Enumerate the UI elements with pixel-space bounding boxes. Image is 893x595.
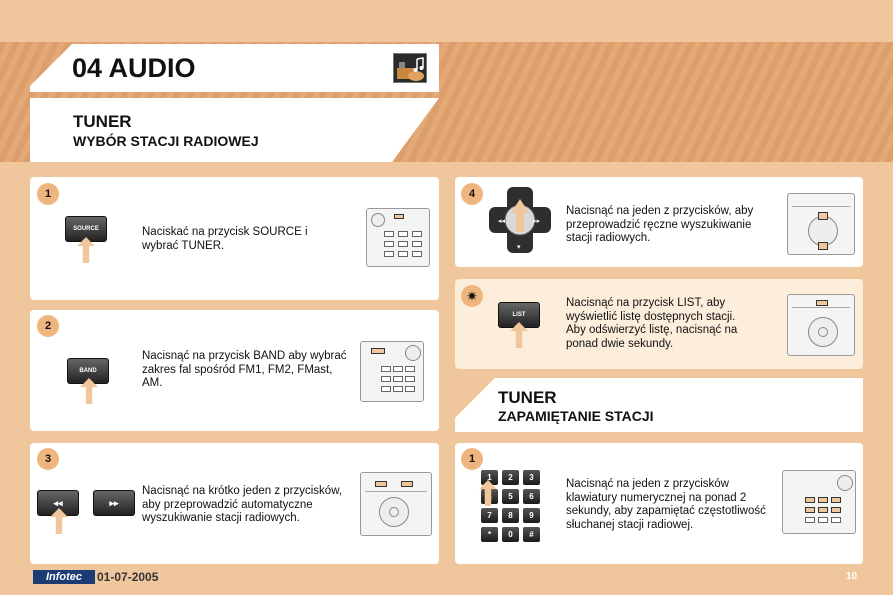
radio-diagram xyxy=(360,341,424,402)
keypad-key[interactable]: 0 xyxy=(502,527,519,542)
step-text: Nacisnąć na jeden z przycisków, aby przeprowadzić ręczne wyszukiwanie stacji radiowych. xyxy=(566,205,754,244)
svg-text:▸▸: ▸▸ xyxy=(533,218,541,225)
keypad-key[interactable]: 9 xyxy=(523,508,540,523)
page-number: 10 xyxy=(846,571,858,582)
keypad-key[interactable]: # xyxy=(523,527,540,542)
step-number: 3 xyxy=(37,448,59,470)
step-text: Naciskać na przycisk SOURCE i wybrać TUNER. xyxy=(142,226,308,252)
section-subtitle: WYBÓR STACJI RADIOWEJ xyxy=(73,133,259,149)
keypad-key[interactable]: 3 xyxy=(523,470,540,485)
step-text: Nacisnąć na krótko jeden z przycisków, aby przeprowadzić automatyczne wyszukiwanie stacji radiowych. xyxy=(142,485,343,524)
music-note-icon xyxy=(393,53,427,83)
seek-down-button[interactable]: ◂◂ xyxy=(37,490,79,516)
radio-diagram xyxy=(366,208,430,267)
step-number: 4 xyxy=(461,183,483,205)
step-number: 1 xyxy=(37,183,59,205)
infotec-logo: Infotec xyxy=(33,570,95,584)
step-text: Nacisnąć na przycisk BAND aby wybrać zakres fal spośród FM1, FM2, FMast, AM. xyxy=(142,350,347,389)
list-button[interactable]: LIST xyxy=(498,302,540,328)
section-title: TUNER xyxy=(498,388,557,407)
keypad-key[interactable]: * xyxy=(481,527,498,542)
keypad-key[interactable]: 6 xyxy=(523,489,540,504)
numeric-keypad[interactable] xyxy=(481,470,543,544)
step-text: Nacisnąć na jeden z przycisków klawiatury numerycznej na ponad 2 sekundy, aby zapamiętać częstotliwość słuchanej stacji radiowej. xyxy=(566,478,766,531)
footer-date: 01-07-2005 xyxy=(97,570,159,584)
keypad-key[interactable]: 1 xyxy=(481,470,498,485)
keypad-key[interactable]: 7 xyxy=(481,508,498,523)
band-button[interactable]: BAND xyxy=(67,358,109,384)
svg-text:◂◂: ◂◂ xyxy=(498,218,506,225)
radio-diagram xyxy=(360,472,432,536)
section-subtitle: ZAPAMIĘTANIE STACJI xyxy=(498,408,654,424)
page-title: 04 AUDIO xyxy=(72,53,196,83)
tip-text: Nacisnąć na przycisk LIST, aby wyświetlić listę dostępnych stacji. Aby odświerzyć listę, nacisnąć na ponad dwie sekundy. xyxy=(566,297,738,350)
keypad-key[interactable]: 8 xyxy=(502,508,519,523)
section-title: TUNER xyxy=(73,112,132,131)
step-number: 1 xyxy=(461,448,483,470)
navigation-pad[interactable] xyxy=(489,187,551,253)
keypad-key[interactable]: 5 xyxy=(502,489,519,504)
radio-diagram xyxy=(787,294,855,356)
step-number: 2 xyxy=(37,315,59,337)
radio-diagram xyxy=(787,193,855,255)
seek-up-button[interactable]: ▸▸ xyxy=(93,490,135,516)
svg-text:▾: ▾ xyxy=(517,244,521,251)
keypad-key[interactable]: 2 xyxy=(502,470,519,485)
lightbulb-icon: ✷ xyxy=(461,285,483,307)
source-button[interactable]: SOURCE xyxy=(65,216,107,242)
radio-diagram xyxy=(782,470,856,534)
